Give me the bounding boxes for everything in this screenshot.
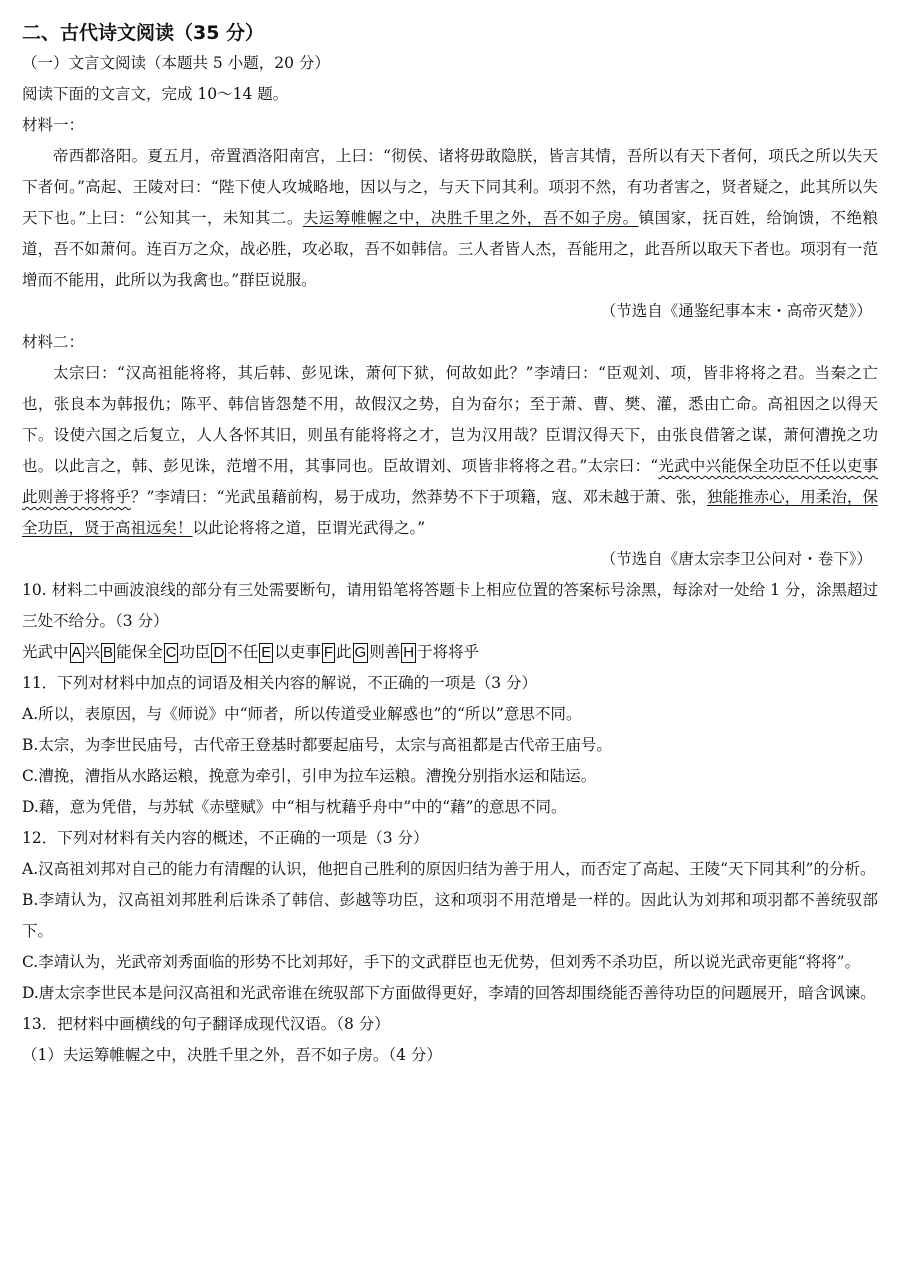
q10-stem: 10. 材料二中画波浪线的部分有三处需要断句，请用铅笔将答题卡上相应位置的答案标号涂黑，每涂对一处给 1 分，涂黑超过三处不给分。（3 分）: [22, 581, 878, 630]
q10-box-h[interactable]: H: [403, 644, 415, 661]
q10-box-f[interactable]: F: [323, 644, 333, 661]
q10-segment: 能保全: [116, 643, 163, 661]
q10-segment: 则善: [369, 643, 401, 661]
q10-segment: 此: [336, 643, 352, 661]
q10-box-b[interactable]: B: [103, 644, 114, 661]
material2-text: [22, 358, 878, 544]
q10-box-a[interactable]: A: [71, 644, 82, 661]
q10-segment: 功臣: [179, 643, 211, 661]
material2-underlined-sentence: 独能推赤心，用柔治，保全功臣，贤于高祖远矣！: [22, 488, 878, 537]
material1-label: 材料一：: [22, 116, 85, 134]
q10-answer-line: [22, 637, 878, 668]
q11-option-d: D.藉，意为凭借，与苏轼《赤壁赋》中“相与枕藉乎舟中”中的“藉”的意思不同。: [22, 798, 567, 816]
q12-option-c: C.李靖认为，光武帝刘秀面临的形势不比刘邦好，手下的文武群臣也无优势，但刘秀不杀功臣，所以说光武帝更能“将将”。: [22, 953, 861, 971]
material1-part1: 帝西都洛阳。夏五月，帝置酒洛阳南宫，上曰：“彻侯、诸将毋敢隐朕，皆言其情，吾所以有天下者何，项氏之所以失天下者何。”高起、王陵对曰：“陛下使人攻城略地，因以与之，与天下同其利。项羽不然，有功者害之，贤者疑之，此其所以失天下也。”上曰：“公知其一，未知其二。: [22, 147, 878, 227]
q10-box-d[interactable]: D: [213, 644, 225, 661]
section-title: 二、古代诗文阅读（35 分）: [22, 22, 265, 44]
q10-box-c[interactable]: C: [165, 644, 177, 661]
instruction: 阅读下面的文言文，完成 10～14 题。: [22, 85, 289, 103]
q11-option-c: C.漕挽，漕指从水路运粮，挽意为牵引，引申为拉车运粮。漕挽分别指水运和陆运。: [22, 767, 597, 785]
q11-stem: 11．下列对材料中加点的词语及相关内容的解说，不正确的一项是（3 分）: [22, 674, 538, 692]
q10-segment: 以吏事: [274, 643, 321, 661]
q10-segment: 兴: [84, 643, 101, 661]
subsection-title: （一）文言文阅读（本题共 5 小题，20 分）: [22, 54, 330, 72]
material2-part1: 太宗曰：“汉高祖能将将，其后韩、彭见诛，萧何下狱，何故如此？”李靖曰：“臣观刘、项，皆非将将之君。当秦之亡也，张良本为韩报仇；陈平、韩信皆怨楚不用，故假汉之势，自为奋尔；至于萧、曹、樊、灌，悉由亡命。高祖因之以得天下。设使六国之后复立，人人各怀其旧，则虽有能将将之才，岂为汉用哉？臣谓汉得天下，由张良借箸之谋，萧何漕挽之功也。以此言之，韩、彭见诛，范增不用，其事同也。臣故谓刘、项皆非将将之君。”太宗曰：“: [22, 364, 878, 475]
q10-segment: 于将将乎: [417, 643, 480, 661]
material2-source: （节选自《唐太宗李卫公问对・卷下》）: [600, 550, 872, 568]
q10-box-g[interactable]: G: [354, 644, 367, 661]
material2-label: 材料二：: [22, 333, 85, 351]
material1-part2: 镇国家，抚百姓，给饷馈，不绝粮道，吾不如萧何。连百万之众，战必胜，攻必取，吾不如韩信。三人者皆人杰，吾能用之，此吾所以取天下者也。项羽有一范增而不能用，此所以为我禽也。”群臣说服。: [22, 209, 878, 289]
material1-source: （节选自《通鉴纪事本末・高帝灭楚》）: [600, 302, 872, 320]
q13-sub1: （1）夫运筹帷幄之中，决胜千里之外，吾不如子房。（4 分）: [22, 1046, 442, 1064]
q12-option-d: D.唐太宗李世民本是问汉高祖和光武帝谁在统驭部下方面做得更好，李靖的回答却围绕能否善待功臣的问题展开，暗含讽谏。: [22, 984, 876, 1002]
q11-option-a: A.所以，表原因，与《师说》中“师者，所以传道受业解惑也”的“所以”意思不同。: [22, 705, 582, 723]
q12-option-b: B.李靖认为，汉高祖刘邦胜利后诛杀了韩信、彭越等功臣，这和项羽不用范增是一样的。因此认为刘邦和项羽都不善统驭部下。: [22, 891, 878, 940]
material2-part2: ？”李靖曰：“光武虽藉前构，易于成功，然莽势不下于项籍，寇、邓未越于萧、张，: [130, 488, 707, 506]
material1-text: [22, 141, 878, 296]
material1-underlined-sentence: 夫运筹帷幄之中，决胜千里之外，吾不如子房。: [302, 209, 639, 227]
q12-stem: 12．下列对材料有关内容的概述，不正确的一项是（3 分）: [22, 829, 429, 847]
q12-option-a: A.汉高祖刘邦对自己的能力有清醒的认识，他把自己胜利的原因归结为善于用人，而否定了高起、王陵“天下同其利”的分析。: [22, 860, 876, 878]
q10-box-e[interactable]: E: [261, 644, 272, 661]
material2-part3: 以此论将将之道，臣谓光武得之。”: [192, 519, 426, 537]
q10-segment: 光武中: [22, 643, 69, 661]
q11-option-b: B.太宗，为李世民庙号，古代帝王登基时都要起庙号，太宗与高祖都是古代帝王庙号。: [22, 736, 612, 754]
q10-segment: 不任: [227, 643, 259, 661]
q13-stem: 13．把材料中画横线的句子翻译成现代汉语。（8 分）: [22, 1015, 390, 1033]
material2-wavy-sentence: 光武中兴能保全功臣不任以吏事此则善于将将乎: [22, 457, 878, 506]
exam-page: [22, 18, 878, 1071]
